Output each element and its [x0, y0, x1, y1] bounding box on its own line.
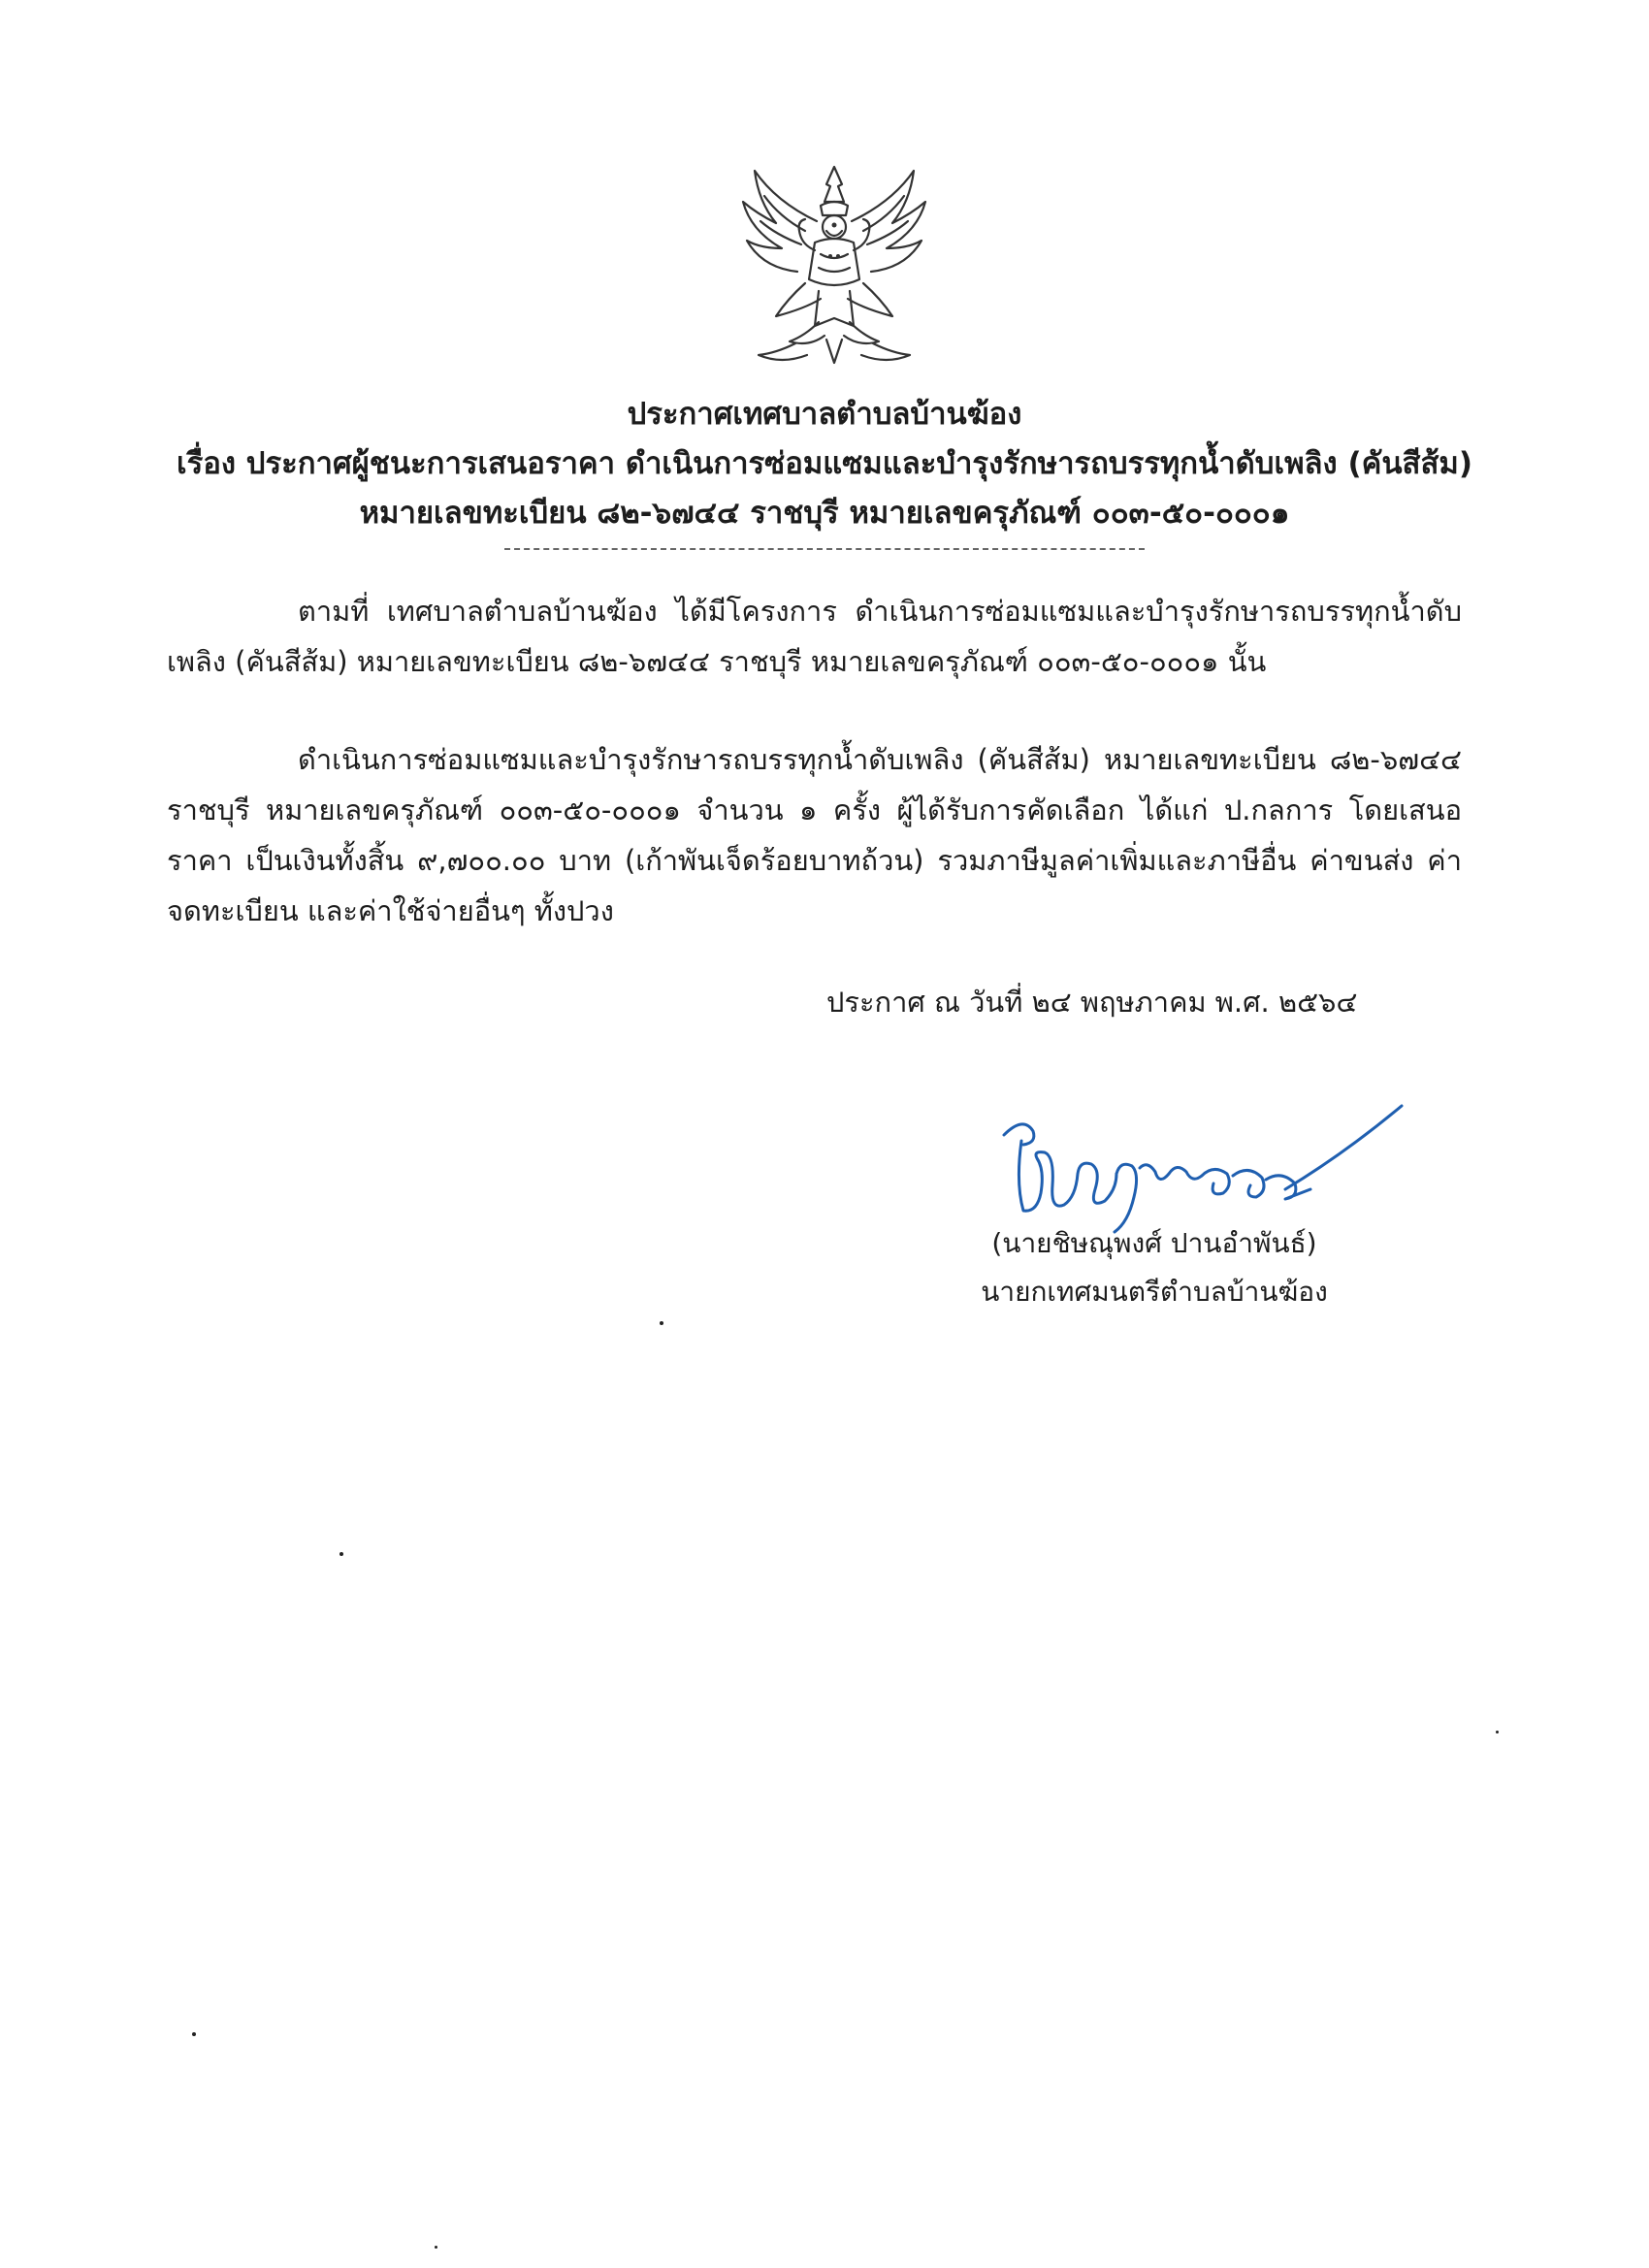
body-paragraph-1 — [167, 586, 1462, 687]
announcement-registration: หมายเลขทะเบียน ๘๒-๖๗๔๔ ราชบุรี หมายเลขครุภัณฑ์ ๐๐๓-๕๐-๐๐๐๑ — [359, 496, 1290, 531]
garuda-emblem-icon — [737, 163, 931, 369]
announcement-date: ประกาศ ณ วันที่ ๒๔ พฤษภาคม พ.ศ. ๒๕๖๔ — [826, 986, 1358, 1019]
signature-icon — [994, 1096, 1406, 1242]
header-divider — [504, 548, 1145, 550]
scan-speck — [192, 2032, 196, 2036]
body-paragraph-2-text: ดำเนินการซ่อมแซมและบำรุงรักษารถบรรทุกน้ำดับเพลิง (คันสีส้ม) หมายเลขทะเบียน ๘๒-๖๗๔๔ ราชบุรี หมายเลขครุภัณฑ์ ๐๐๓-๕๐-๐๐๐๑ จำนวน ๑ ครั้ง ผู้ได้รับการคัดเลือก ได้แก่ ป.กลการ โดยเสนอราคา เป็นเงินทั้งสิ้น ๙,๗๐๐.๐๐ บาท (เก้าพันเจ็ดร้อยบาทถ้วน) รวมภาษีมูลค่าเพิ่มและภาษีอื่น ค่าขนส่ง ค่าจดทะเบียน และค่าใช้จ่ายอื่นๆ ทั้งปวง — [167, 743, 1462, 927]
signer-position: นายกเทศมนตรีตำบลบ้านฆ้อง — [981, 1276, 1328, 1308]
scan-speck — [660, 1321, 663, 1325]
body-paragraph-1-text: ตามที่ เทศบาลตำบลบ้านฆ้อง ได้มีโครงการ ดำเนินการซ่อมแซมและบำรุงรักษารถบรรทุกน้ำดับเพลิง (คันสีส้ม) หมายเลขทะเบียน ๘๒-๖๗๔๔ ราชบุรี หมายเลขครุภัณฑ์ ๐๐๓-๕๐-๐๐๐๑ นั้น — [167, 595, 1462, 678]
body-paragraph-2 — [167, 734, 1462, 936]
scan-speck — [1496, 1731, 1499, 1733]
announcement-title: ประกาศเทศบาลตำบลบ้านฆ้อง — [627, 397, 1022, 432]
signer-name: (นายชิษณุพงศ์ ปานอำพันธ์) — [991, 1227, 1317, 1259]
scan-speck — [435, 2246, 437, 2249]
announcement-header — [97, 390, 1552, 538]
announcement-subject: เรื่อง ประกาศผู้ชนะการเสนอราคา ดำเนินการซ่อมแซมและบำรุงรักษารถบรรทุกน้ำดับเพลิง (คันสีส้ม) — [177, 446, 1472, 481]
scan-speck — [340, 1552, 343, 1556]
